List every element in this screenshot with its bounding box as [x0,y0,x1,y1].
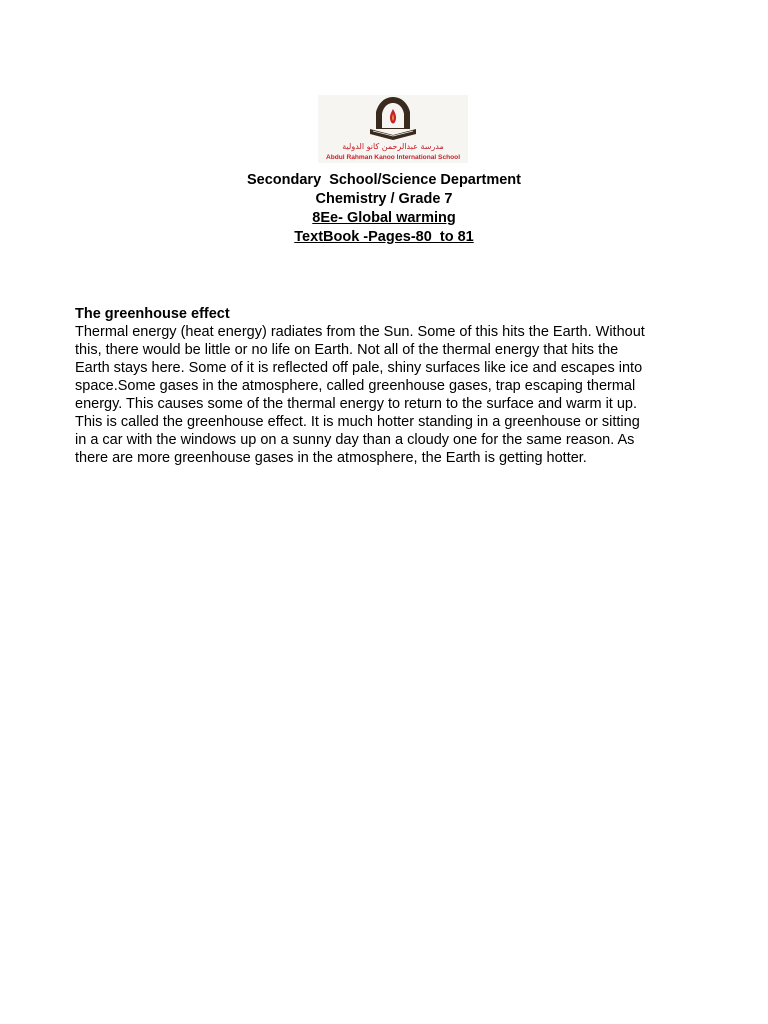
body-text-line: Earth stays here. Some of it is reflected off pale, shiny surfaces like ice and escapes into [75,360,643,376]
section-title: The greenhouse effect [75,306,230,322]
school-emblem-icon [318,95,468,163]
department-line: Secondary School/Science Department [247,172,521,188]
body-text-line: Thermal energy (heat energy) radiates from the Sun. Some of this hits the Earth. Without [75,324,645,340]
logo-arabic-name: مدرسة عبدالرحمن كانو الدولية [342,142,444,151]
document-header [0,171,768,247]
greenhouse-section [75,305,675,467]
body-text-line: This is called the greenhouse effect. It is much hotter standing in a greenhouse or sitting [75,414,640,430]
subject-grade-line: Chemistry / Grade 7 [315,191,453,207]
logo-english-name: Abdul Rahman Kanoo International School [325,154,461,161]
body-text-line: energy. This causes some of the thermal energy to return to the surface and warm it up. [75,396,638,412]
body-text-line: this, there would be little or no life on Earth. Not all of the thermal energy that hits the [75,342,619,358]
school-logo [318,95,468,163]
topic-line: 8Ee- Global warming [312,210,456,226]
body-text-line: in a car with the windows up on a sunny day than a cloudy one for the same reason. As [75,432,635,448]
body-text-line: space.Some gases in the atmosphere, called greenhouse gases, trap escaping thermal [75,378,636,394]
body-text-line: there are more greenhouse gases in the atmosphere, the Earth is getting hotter. [75,450,587,466]
textbook-pages-line: TextBook -Pages-80 to 81 [294,229,474,245]
